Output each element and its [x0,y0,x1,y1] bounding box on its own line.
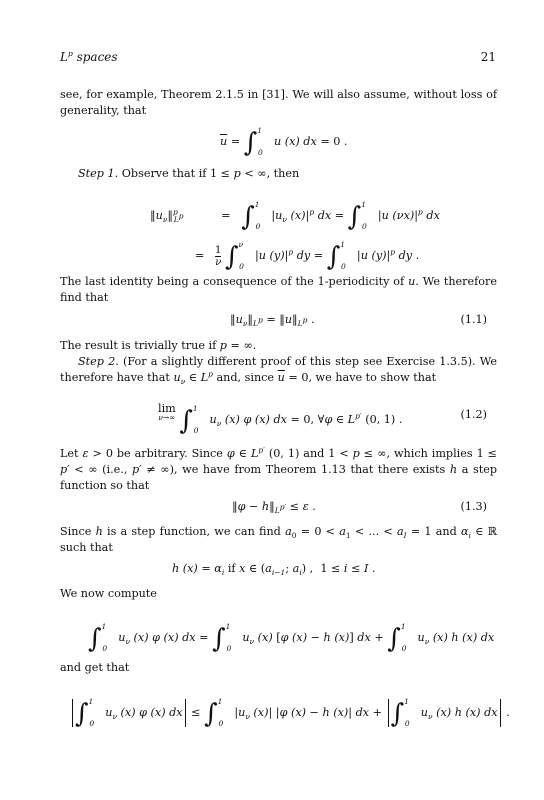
equation-number-1-2: (1.2) [460,408,487,421]
equation-1-3: ‖φ − $h‖_{L^{p'}} \le \varepsilon$ . [232,500,316,516]
equation-step-function: h $(x) = \alpha_i$ if x ∈ ($a_{i-1}$; $a_i$) , 1 ≤ i ≤ I . [172,562,376,578]
paragraph-epsilon: Let ε > 0 be arbitrary. Since φ ∈ $L^{p'}$ (0, 1) and 1 < p ≤ ∞, which implies 1 ≤ p′ < ∞ (i.e., p′ ≠ ∞), we have from Theorem 1.13 that there exists h a step function so that [60,445,498,492]
equation-mean: $\overline{u} = \int^1_0$ u (x) dx = 0 . [220,126,348,158]
equation-compute: ∫$^1_0$ $u_\nu$ (x) φ (x) dx = ∫$^1_0$ $u_\nu$ (x) [φ (x) − h (x)] dx + ∫$^1_0$ $u_\nu$ (x) h (x) dx [88,622,495,654]
equation-number-1-3: (1.3) [460,500,487,513]
paragraph-get-that: and get that [60,661,130,674]
equation-1-2: lim ν→∞ ∫$^1_0$ $u_\nu$ (x) φ (x) dx = 0, ∀φ ∈ $L^{p'}$ (0, 1) . [158,402,403,436]
equation-number-1-1: (1.1) [460,313,487,326]
page-number: 21 [480,50,496,64]
equation-norm-line2: = $\frac{1}{\nu}$ ∫$^\nu_0$ |u $(y)|^p$ dy = ∫$^1_0$ |u $(y)|^p$ dy . [195,240,420,272]
step2-label: Step 2. [78,355,119,368]
running-title: $L^p$ spaces [60,49,118,64]
equation-norm-line1: $‖u_\nu‖^p_{L^p}$ = ∫$^1_0$ $|u_\nu$ $(x)|^p$ dx = ∫$^1_0$ |u $(\nu x)|^p$ dx [150,200,440,232]
equation-1-1: $‖u_\nu‖_{L^p}$ = $‖u‖_{L^p}$ . [230,313,315,329]
paragraph-compute: We now compute [60,587,157,600]
paragraph-periodicity: The last identity being a consequence of the 1-periodicity of u. We therefore find that [60,275,497,304]
step2-paragraph: Step 2. (For a slightly different proof of this step see Exercise 1.3.5). We therefore have that $u_\nu$ ∈ $L^p$ and, since $\overline{u} = 0$, we have to show that [60,355,497,387]
step1-label: Step 1. [78,167,119,180]
paragraph-step-function: Since h is a step function, we can find $a_0 = 0 < a_1$ < ... < $a_I = 1$ and $\alpha_i$ ∈ ℝ such that [60,525,497,554]
paragraph-trivial: The result is trivially true if p = ∞. [60,339,257,352]
equation-final-inequality: ∫$^1_0$ $u_\nu$ (x) φ (x) dx ≤ ∫$^1_0$ $|u_\nu$ (x)| |φ (x) − h (x)| dx + ∫$^1_0$ $u_\nu$ (x) h (x) dx . [70,695,510,727]
step1-paragraph: Step 1. Observe that if 1 ≤ p < ∞, then [78,167,300,180]
paragraph-intro: see, for example, Theorem 2.1.5 in [31]. We will also assume, without loss of generality, that [60,88,497,117]
